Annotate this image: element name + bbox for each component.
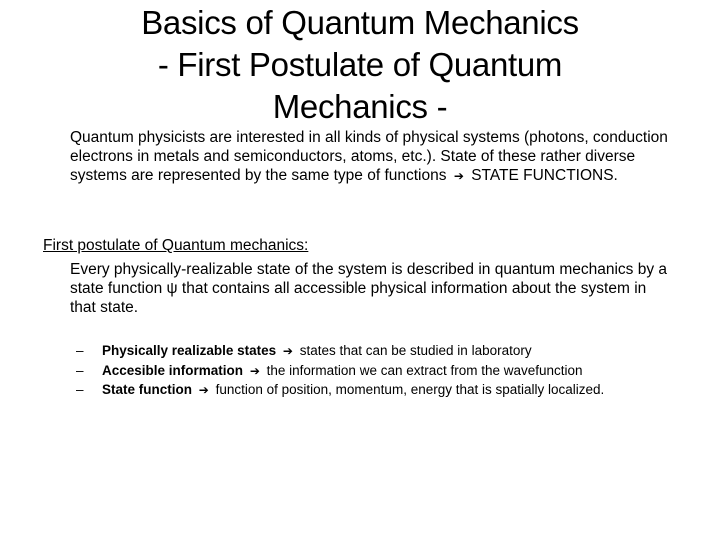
list-item — [76, 343, 676, 360]
term-definition: the information we can extract from the wavefunction — [266, 362, 583, 378]
term-label: Accesible information — [102, 362, 244, 378]
dash-bullet: – — [76, 362, 84, 378]
term-definition: function of position, momentum, energy that is spatially localized. — [215, 382, 605, 397]
term-label: State function — [102, 382, 192, 397]
postulate-body-before: Every physically-realizable state of the system is described in quantum mechanics by a state function — [70, 261, 668, 297]
list-item — [76, 382, 676, 399]
intro-paragraph — [70, 128, 690, 186]
right-arrow-icon: ➔ — [282, 344, 293, 358]
term-definition: states that can be studied in laboratory — [299, 343, 532, 358]
title-line-3: Mechanics - — [272, 88, 448, 125]
intro-conclusion: STATE FUNCTIONS. — [471, 167, 618, 184]
psi-symbol: ψ — [166, 280, 178, 297]
definition-list — [76, 343, 676, 402]
dash-bullet: – — [76, 382, 84, 397]
term-label: Physically realizable states — [102, 343, 277, 358]
title-line-1: Basics of Quantum Mechanics — [141, 4, 579, 41]
postulate-body — [70, 260, 670, 317]
right-arrow-icon: ➔ — [249, 363, 260, 378]
right-arrow-icon: ➔ — [453, 169, 464, 183]
intro-text: Quantum physicists are interested in all kinds of physical systems (photons, conduction electrons in metals and semiconductors, atoms, etc.). State of these rather diverse systems are represented by the same type of functions — [70, 129, 668, 184]
slide-title — [60, 2, 660, 128]
dash-bullet: – — [76, 343, 84, 358]
postulate-body-after: that contains all accessible physical information about the system in that state. — [70, 280, 647, 316]
title-line-2: - First Postulate of Quantum — [157, 46, 563, 83]
postulate-heading: First postulate of Quantum mechanics: — [43, 237, 309, 254]
list-item — [76, 363, 676, 380]
right-arrow-icon: ➔ — [198, 383, 209, 397]
